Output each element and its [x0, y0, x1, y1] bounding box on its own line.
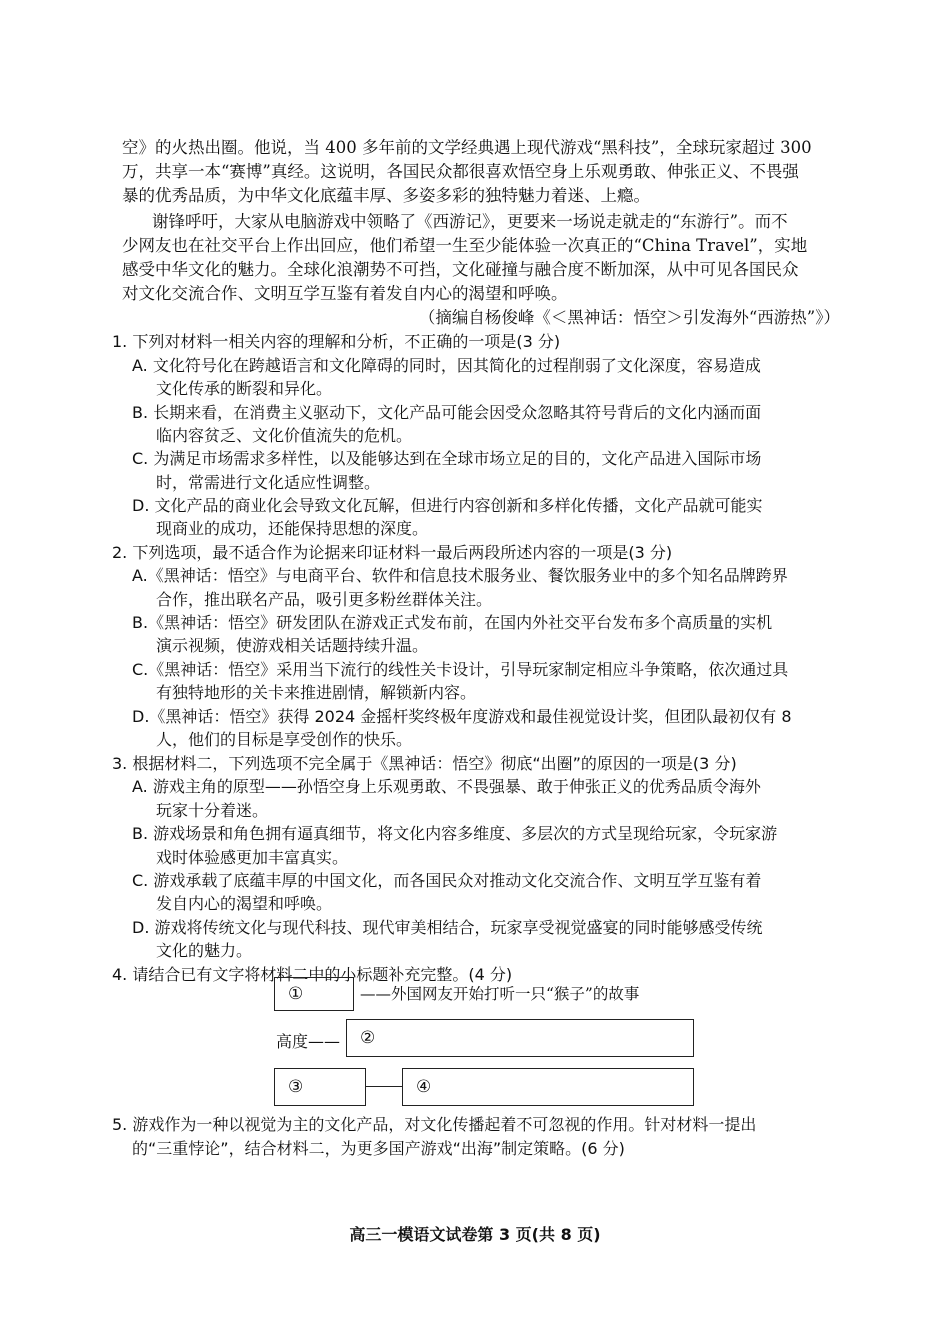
blank-number-4: ④ [416, 1077, 432, 1097]
blank-number-1: ① [288, 984, 304, 1004]
question-2-option-d-cont: 人，他们的目标是享受创作的快乐。 [156, 730, 413, 749]
question-3-option-c: C. 游戏承载了底蕴丰厚的中国文化，而各国民众对推动文化交流合作、文明互学互鉴有着 [132, 871, 762, 890]
passage-line: 谢锋呼吁，大家从电脑游戏中领略了《西游记》，更要来一场说走就走的“东游行”。而不 [152, 212, 788, 231]
blank-number-2: ② [360, 1028, 376, 1048]
question-1-option-d-cont: 现商业的成功，还能保持思想的深度。 [156, 519, 429, 538]
question-3-option-a-cont: 玩家十分着迷。 [156, 801, 269, 820]
question-1-option-b-cont: 临内容贫乏、文化价值流失的危机。 [156, 426, 413, 445]
question-5-stem-cont: 的“三重悖论”，结合材料二，为更多国产游戏“出海”制定策略。(6 分) [132, 1139, 625, 1158]
question-2-option-d: D.《黑神话：悟空》获得 2024 金摇杆奖终极年度游戏和最佳视觉设计奖，但团队最初仅有 8 [132, 707, 792, 726]
question-1-stem: 1. 下列对材料一相关内容的理解和分析，不正确的一项是(3 分) [112, 332, 561, 351]
passage-line: 感受中华文化的魅力。全球化浪潮势不可挡，文化碰撞与融合度不断加深，从中可见各国民众 [122, 260, 799, 279]
question-3-option-b-cont: 戏时体验感更加丰富真实。 [156, 848, 349, 867]
blank-1-description: ——外国网友开始打听一只“猴子”的故事 [360, 985, 640, 1003]
question-3-option-d-cont: 文化的魅力。 [156, 941, 253, 960]
page-footer: 高三一模语文试卷第 3 页(共 8 页) [349, 1225, 601, 1244]
question-3-stem: 3. 根据材料二，下列选项不完全属于《黑神话：悟空》彻底“出圈”的原因的一项是(3 分) [112, 754, 737, 773]
question-4-stem: 4. 请结合已有文字将材料二中的小标题补充完整。(4 分) [112, 965, 513, 984]
passage-source: （摘编自杨俊峰《＜黑神话：悟空＞引发海外“西游热”》） [418, 308, 840, 327]
question-3-option-d: D. 游戏将传统文化与现代科技、现代审美相结合，玩家享受视觉盛宴的同时能够感受传统 [132, 918, 763, 937]
question-2-option-c: C.《黑神话：悟空》采用当下流行的线性关卡设计，引导玩家制定相应斗争策略，依次通过具 [132, 660, 789, 679]
passage-line: 万，共享一本“赛博”真经。这说明，各国民众都很喜欢悟空身上乐观勇敢、伸张正义、不畏强 [122, 162, 799, 181]
question-2-option-a: A.《黑神话：悟空》与电商平台、软件和信息技术服务业、餐饮服务业中的多个知名品牌跨界 [132, 566, 788, 585]
question-3-option-b: B. 游戏场景和角色拥有逼真细节，将文化内容多维度、多层次的方式呈现给玩家，令玩家游 [132, 824, 778, 843]
passage-line: 对文化交流合作、文明互学互鉴有着发自内心的渴望和呼唤。 [122, 284, 568, 303]
height-label: 高度—— [276, 1032, 341, 1051]
question-3-option-c-cont: 发自内心的渴望和呼唤。 [156, 894, 333, 913]
question-3-option-a: A. 游戏主角的原型——孙悟空身上乐观勇敢、不畏强暴、敢于伸张正义的优秀品质令海外 [132, 777, 761, 796]
blank-box-4[interactable] [402, 1068, 694, 1106]
passage-line: 少网友也在社交平台上作出回应，他们希望一生至少能体验一次真正的“China Travel”，实地 [122, 236, 808, 255]
blank-box-2[interactable] [346, 1019, 694, 1057]
blank-box-1[interactable] [274, 977, 354, 1011]
question-1-option-a-cont: 文化传承的断裂和异化。 [156, 379, 333, 398]
blank-number-3: ③ [288, 1077, 304, 1097]
question-2-option-c-cont: 有独特地形的关卡来推进剧情，解锁新内容。 [156, 683, 477, 702]
question-1-option-a: A. 文化符号化在跨越语言和文化障碍的同时，因其简化的过程削弱了文化深度，容易造成 [132, 356, 761, 375]
question-2-option-a-cont: 合作，推出联名产品，吸引更多粉丝群体关注。 [156, 590, 493, 609]
question-5-stem: 5. 游戏作为一种以视觉为主的文化产品，对文化传播起着不可忽视的作用。针对材料一提出 [112, 1115, 757, 1134]
question-1-option-c-cont: 时，常需进行文化适应性调整。 [156, 473, 381, 492]
question-1-option-b: B. 长期来看，在消费主义驱动下，文化产品可能会因受众忽略其符号背后的文化内涵而面 [132, 403, 762, 422]
passage-line: 暴的优秀品质，为中华文化底蕴丰厚、多姿多彩的独特魅力着迷、上瘾。 [122, 186, 650, 205]
passage-line: 空》的火热出圈。他说，当 400 多年前的文学经典遇上现代游戏“黑科技”，全球玩家超过 300 [122, 138, 812, 157]
question-1-option-d: D. 文化产品的商业化会导致文化瓦解，但进行内容创新和多样化传播，文化产品就可能实 [132, 496, 763, 515]
question-1-option-c: C. 为满足市场需求多样性，以及能够达到在全球市场立足的目的，文化产品进入国际市场 [132, 449, 762, 468]
question-2-option-b: B.《黑神话：悟空》研发团队在游戏正式发布前，在国内外社交平台发布多个高质量的实机 [132, 613, 773, 632]
question-2-stem: 2. 下列选项，最不适合作为论据来印证材料一最后两段所述内容的一项是(3 分) [112, 543, 673, 562]
question-2-option-b-cont: 演示视频，使游戏相关话题持续升温。 [156, 636, 429, 655]
connector-dash [366, 1086, 402, 1087]
